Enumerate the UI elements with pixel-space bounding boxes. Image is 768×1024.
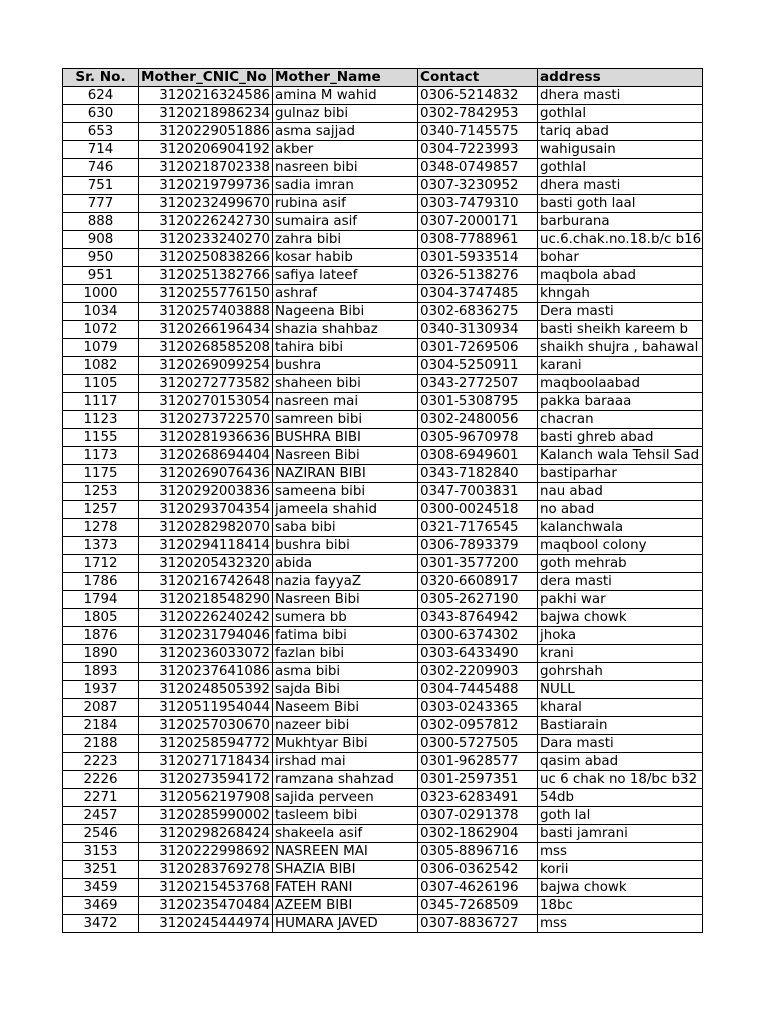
table-row [63, 87, 703, 105]
name-cell: sajda Bibi [273, 681, 418, 699]
cnic-cell: 3120232499670 [139, 195, 273, 213]
mother-records-table [62, 68, 703, 933]
table-row [63, 717, 703, 735]
cnic-cell: 3120282982070 [139, 519, 273, 537]
table-row [63, 915, 703, 933]
table-row [63, 681, 703, 699]
address-cell: krani [538, 645, 703, 663]
cnic-cell: 3120562197908 [139, 789, 273, 807]
name-cell: AZEEM BIBI [273, 897, 418, 915]
sr-no-cell: 1155 [63, 429, 139, 447]
header-address: address [538, 69, 703, 87]
contact-cell: 0323-6283491 [418, 789, 538, 807]
cnic-cell: 3120257403888 [139, 303, 273, 321]
address-cell: maqbola abad [538, 267, 703, 285]
contact-cell: 0343-2772507 [418, 375, 538, 393]
name-cell: samreen bibi [273, 411, 418, 429]
cnic-cell: 3120205432320 [139, 555, 273, 573]
table-row [63, 861, 703, 879]
contact-cell: 0347-7003831 [418, 483, 538, 501]
address-cell: wahigusain [538, 141, 703, 159]
contact-cell: 0308-6949601 [418, 447, 538, 465]
table-row [63, 573, 703, 591]
table-row [63, 321, 703, 339]
contact-cell: 0307-4626196 [418, 879, 538, 897]
address-cell: bajwa chowk [538, 879, 703, 897]
name-cell: fatima bibi [273, 627, 418, 645]
contact-cell: 0306-5214832 [418, 87, 538, 105]
address-cell: basti jamrani [538, 825, 703, 843]
cnic-cell: 3120273594172 [139, 771, 273, 789]
sr-no-cell: 2457 [63, 807, 139, 825]
name-cell: fazlan bibi [273, 645, 418, 663]
cnic-cell: 3120237641086 [139, 663, 273, 681]
table-row [63, 735, 703, 753]
contact-cell: 0305-8896716 [418, 843, 538, 861]
contact-cell: 0302-1862904 [418, 825, 538, 843]
name-cell: HUMARA JAVED [273, 915, 418, 933]
sr-no-cell: 951 [63, 267, 139, 285]
name-cell: sumera bb [273, 609, 418, 627]
table-row [63, 177, 703, 195]
contact-cell: 0307-2000171 [418, 213, 538, 231]
name-cell: nazia fayyaZ [273, 573, 418, 591]
sr-no-cell: 2226 [63, 771, 139, 789]
sr-no-cell: 1876 [63, 627, 139, 645]
name-cell: ramzana shahzad [273, 771, 418, 789]
sr-no-cell: 1072 [63, 321, 139, 339]
cnic-cell: 3120250838266 [139, 249, 273, 267]
contact-cell: 0307-8836727 [418, 915, 538, 933]
name-cell: rubina asif [273, 195, 418, 213]
address-cell: Kalanch wala Tehsil Sad [538, 447, 703, 465]
table-row [63, 753, 703, 771]
name-cell: abida [273, 555, 418, 573]
cnic-cell: 3120268585208 [139, 339, 273, 357]
name-cell: bushra bibi [273, 537, 418, 555]
address-cell: Dara masti [538, 735, 703, 753]
sr-no-cell: 1123 [63, 411, 139, 429]
table-row [63, 141, 703, 159]
cnic-cell: 3120218548290 [139, 591, 273, 609]
name-cell: Naseem Bibi [273, 699, 418, 717]
header-contact: Contact [418, 69, 538, 87]
address-cell: basti goth laal [538, 195, 703, 213]
address-cell: maqboolaabad [538, 375, 703, 393]
address-cell: kalanchwala [538, 519, 703, 537]
contact-cell: 0306-0362542 [418, 861, 538, 879]
contact-cell: 0306-7893379 [418, 537, 538, 555]
sr-no-cell: 1117 [63, 393, 139, 411]
address-cell: basti sheikh kareem b [538, 321, 703, 339]
cnic-cell: 3120269099254 [139, 357, 273, 375]
cnic-cell: 3120268694404 [139, 447, 273, 465]
sr-no-cell: 1786 [63, 573, 139, 591]
sr-no-cell: 1373 [63, 537, 139, 555]
cnic-cell: 3120270153054 [139, 393, 273, 411]
sr-no-cell: 1890 [63, 645, 139, 663]
header-mother-name: Mother_Name [273, 69, 418, 87]
sr-no-cell: 653 [63, 123, 139, 141]
address-cell: chacran [538, 411, 703, 429]
cnic-cell: 3120235470484 [139, 897, 273, 915]
header-mother-cnic: Mother_CNIC_No [139, 69, 273, 87]
sr-no-cell: 1034 [63, 303, 139, 321]
cnic-cell: 3120283769278 [139, 861, 273, 879]
cnic-cell: 3120236033072 [139, 645, 273, 663]
sr-no-cell: 2087 [63, 699, 139, 717]
table-row [63, 267, 703, 285]
cnic-cell: 3120294118414 [139, 537, 273, 555]
sr-no-cell: 1000 [63, 285, 139, 303]
table-row [63, 249, 703, 267]
address-cell: jhoka [538, 627, 703, 645]
name-cell: FATEH RANI [273, 879, 418, 897]
address-cell: dhera masti [538, 87, 703, 105]
address-cell: pakka baraaa [538, 393, 703, 411]
name-cell: asma sajjad [273, 123, 418, 141]
table-row [63, 897, 703, 915]
name-cell: tasleem bibi [273, 807, 418, 825]
contact-cell: 0321-7176545 [418, 519, 538, 537]
name-cell: SHAZIA BIBI [273, 861, 418, 879]
address-cell: shaikh shujra , bahawal [538, 339, 703, 357]
cnic-cell: 3120271718434 [139, 753, 273, 771]
name-cell: bushra [273, 357, 418, 375]
contact-cell: 0326-5138276 [418, 267, 538, 285]
address-cell: no abad [538, 501, 703, 519]
name-cell: Nasreen Bibi [273, 447, 418, 465]
name-cell: asma bibi [273, 663, 418, 681]
contact-cell: 0340-7145575 [418, 123, 538, 141]
cnic-cell: 3120216742648 [139, 573, 273, 591]
sr-no-cell: 1257 [63, 501, 139, 519]
cnic-cell: 3120233240270 [139, 231, 273, 249]
address-cell: bastiparhar [538, 465, 703, 483]
table-body [63, 87, 703, 933]
name-cell: sadia imran [273, 177, 418, 195]
cnic-cell: 3120226240242 [139, 609, 273, 627]
cnic-cell: 3120215453768 [139, 879, 273, 897]
contact-cell: 0301-5933514 [418, 249, 538, 267]
table-row [63, 465, 703, 483]
cnic-cell: 3120216324586 [139, 87, 273, 105]
address-cell: goth mehrab [538, 555, 703, 573]
name-cell: NASREEN MAI [273, 843, 418, 861]
sr-no-cell: 3153 [63, 843, 139, 861]
sr-no-cell: 3469 [63, 897, 139, 915]
table-row [63, 609, 703, 627]
sr-no-cell: 2223 [63, 753, 139, 771]
contact-cell: 0303-7479310 [418, 195, 538, 213]
address-cell: dera masti [538, 573, 703, 591]
table-row [63, 429, 703, 447]
contact-cell: 0304-7223993 [418, 141, 538, 159]
address-cell: bajwa chowk [538, 609, 703, 627]
table-row [63, 663, 703, 681]
cnic-cell: 3120206904192 [139, 141, 273, 159]
name-cell: BUSHRA BIBI [273, 429, 418, 447]
name-cell: tahira bibi [273, 339, 418, 357]
sr-no-cell: 630 [63, 105, 139, 123]
sr-no-cell: 1105 [63, 375, 139, 393]
name-cell: ashraf [273, 285, 418, 303]
cnic-cell: 3120511954044 [139, 699, 273, 717]
cnic-cell: 3120255776150 [139, 285, 273, 303]
name-cell: shazia shahbaz [273, 321, 418, 339]
cnic-cell: 3120258594772 [139, 735, 273, 753]
table-row [63, 339, 703, 357]
table-row [63, 231, 703, 249]
name-cell: Mukhtyar Bibi [273, 735, 418, 753]
address-cell: basti ghreb abad [538, 429, 703, 447]
contact-cell: 0343-7182840 [418, 465, 538, 483]
address-cell: qasim abad [538, 753, 703, 771]
table-row [63, 105, 703, 123]
sr-no-cell: 1712 [63, 555, 139, 573]
address-cell: mss [538, 843, 703, 861]
name-cell: saba bibi [273, 519, 418, 537]
address-cell: gothlal [538, 159, 703, 177]
table-row [63, 555, 703, 573]
address-cell: karani [538, 357, 703, 375]
cnic-cell: 3120231794046 [139, 627, 273, 645]
table-row [63, 447, 703, 465]
cnic-cell: 3120281936636 [139, 429, 273, 447]
address-cell: NULL [538, 681, 703, 699]
name-cell: akber [273, 141, 418, 159]
table-row [63, 501, 703, 519]
cnic-cell: 3120292003836 [139, 483, 273, 501]
sr-no-cell: 751 [63, 177, 139, 195]
name-cell: Nasreen Bibi [273, 591, 418, 609]
address-cell: korii [538, 861, 703, 879]
sr-no-cell: 1173 [63, 447, 139, 465]
address-cell: 18bc [538, 897, 703, 915]
address-cell: gothlal [538, 105, 703, 123]
address-cell: dhera masti [538, 177, 703, 195]
address-cell: barburana [538, 213, 703, 231]
table-row [63, 825, 703, 843]
contact-cell: 0303-0243365 [418, 699, 538, 717]
contact-cell: 0304-3747485 [418, 285, 538, 303]
name-cell: zahra bibi [273, 231, 418, 249]
sr-no-cell: 1805 [63, 609, 139, 627]
name-cell: shakeela asif [273, 825, 418, 843]
sr-no-cell: 1253 [63, 483, 139, 501]
contact-cell: 0343-8764942 [418, 609, 538, 627]
contact-cell: 0301-5308795 [418, 393, 538, 411]
sr-no-cell: 888 [63, 213, 139, 231]
name-cell: safiya lateef [273, 267, 418, 285]
cnic-cell: 3120293704354 [139, 501, 273, 519]
sr-no-cell: 1937 [63, 681, 139, 699]
cnic-cell: 3120248505392 [139, 681, 273, 699]
address-cell: nau abad [538, 483, 703, 501]
name-cell: nasreen bibi [273, 159, 418, 177]
name-cell: nazeer bibi [273, 717, 418, 735]
table-row [63, 357, 703, 375]
contact-cell: 0300-0024518 [418, 501, 538, 519]
sr-no-cell: 1079 [63, 339, 139, 357]
cnic-cell: 3120285990002 [139, 807, 273, 825]
contact-cell: 0348-0749857 [418, 159, 538, 177]
cnic-cell: 3120266196434 [139, 321, 273, 339]
table-row [63, 303, 703, 321]
table-row [63, 843, 703, 861]
sr-no-cell: 3472 [63, 915, 139, 933]
name-cell: Nageena Bibi [273, 303, 418, 321]
contact-cell: 0300-6374302 [418, 627, 538, 645]
contact-cell: 0301-2597351 [418, 771, 538, 789]
sr-no-cell: 3459 [63, 879, 139, 897]
table-row [63, 591, 703, 609]
sr-no-cell: 1175 [63, 465, 139, 483]
cnic-cell: 3120298268424 [139, 825, 273, 843]
contact-cell: 0302-2209903 [418, 663, 538, 681]
contact-cell: 0301-7269506 [418, 339, 538, 357]
contact-cell: 0305-2627190 [418, 591, 538, 609]
sr-no-cell: 950 [63, 249, 139, 267]
sr-no-cell: 1893 [63, 663, 139, 681]
contact-cell: 0302-0957812 [418, 717, 538, 735]
address-cell: Dera masti [538, 303, 703, 321]
cnic-cell: 3120257030670 [139, 717, 273, 735]
contact-cell: 0307-3230952 [418, 177, 538, 195]
contact-cell: 0307-0291378 [418, 807, 538, 825]
table-row [63, 627, 703, 645]
contact-cell: 0340-3130934 [418, 321, 538, 339]
cnic-cell: 3120273722570 [139, 411, 273, 429]
cnic-cell: 3120272773582 [139, 375, 273, 393]
sr-no-cell: 1794 [63, 591, 139, 609]
contact-cell: 0301-9628577 [418, 753, 538, 771]
table-row [63, 645, 703, 663]
cnic-cell: 3120226242730 [139, 213, 273, 231]
name-cell: amina M wahid [273, 87, 418, 105]
sr-no-cell: 1082 [63, 357, 139, 375]
cnic-cell: 3120229051886 [139, 123, 273, 141]
contact-cell: 0320-6608917 [418, 573, 538, 591]
table-row [63, 213, 703, 231]
sr-no-cell: 1278 [63, 519, 139, 537]
sr-no-cell: 624 [63, 87, 139, 105]
cnic-cell: 3120269076436 [139, 465, 273, 483]
sr-no-cell: 3251 [63, 861, 139, 879]
name-cell: gulnaz bibi [273, 105, 418, 123]
table-row [63, 411, 703, 429]
table-row [63, 879, 703, 897]
table-row [63, 159, 703, 177]
sr-no-cell: 2271 [63, 789, 139, 807]
name-cell: irshad mai [273, 753, 418, 771]
name-cell: NAZIRAN BIBI [273, 465, 418, 483]
address-cell: 54db [538, 789, 703, 807]
table-row [63, 789, 703, 807]
name-cell: nasreen mai [273, 393, 418, 411]
cnic-cell: 3120218986234 [139, 105, 273, 123]
table-row [63, 771, 703, 789]
sr-no-cell: 2184 [63, 717, 139, 735]
contact-cell: 0304-7445488 [418, 681, 538, 699]
address-cell: maqbool colony [538, 537, 703, 555]
cnic-cell: 3120218702338 [139, 159, 273, 177]
address-cell: goth lal [538, 807, 703, 825]
cnic-cell: 3120251382766 [139, 267, 273, 285]
table-row [63, 375, 703, 393]
name-cell: kosar habib [273, 249, 418, 267]
address-cell: uc 6 chak no 18/bc b32 [538, 771, 703, 789]
header-row [63, 69, 703, 87]
sr-no-cell: 2546 [63, 825, 139, 843]
contact-cell: 0300-5727505 [418, 735, 538, 753]
contact-cell: 0301-3577200 [418, 555, 538, 573]
name-cell: sajida perveen [273, 789, 418, 807]
contact-cell: 0302-7842953 [418, 105, 538, 123]
cnic-cell: 3120245444974 [139, 915, 273, 933]
cnic-cell: 3120222998692 [139, 843, 273, 861]
table-row [63, 807, 703, 825]
cnic-cell: 3120219799736 [139, 177, 273, 195]
name-cell: jameela shahid [273, 501, 418, 519]
table-row [63, 519, 703, 537]
contact-cell: 0304-5250911 [418, 357, 538, 375]
contact-cell: 0308-7788961 [418, 231, 538, 249]
address-cell: gohrshah [538, 663, 703, 681]
name-cell: shaheen bibi [273, 375, 418, 393]
name-cell: sameena bibi [273, 483, 418, 501]
address-cell: Bastiarain [538, 717, 703, 735]
sr-no-cell: 2188 [63, 735, 139, 753]
name-cell: sumaira asif [273, 213, 418, 231]
sr-no-cell: 746 [63, 159, 139, 177]
table-row [63, 285, 703, 303]
table-row [63, 195, 703, 213]
address-cell: mss [538, 915, 703, 933]
table-row [63, 123, 703, 141]
sr-no-cell: 714 [63, 141, 139, 159]
address-cell: tariq abad [538, 123, 703, 141]
table-row [63, 483, 703, 501]
contact-cell: 0303-6433490 [418, 645, 538, 663]
table-row [63, 537, 703, 555]
address-cell: kharal [538, 699, 703, 717]
address-cell: bohar [538, 249, 703, 267]
table-row [63, 393, 703, 411]
contact-cell: 0345-7268509 [418, 897, 538, 915]
contact-cell: 0302-6836275 [418, 303, 538, 321]
address-cell: khngah [538, 285, 703, 303]
address-cell: pakhi war [538, 591, 703, 609]
header-sr-no: Sr. No. [63, 69, 139, 87]
sr-no-cell: 777 [63, 195, 139, 213]
table-row [63, 699, 703, 717]
sr-no-cell: 908 [63, 231, 139, 249]
address-cell: uc.6.chak.no.18.b/c b16 [538, 231, 703, 249]
contact-cell: 0305-9670978 [418, 429, 538, 447]
contact-cell: 0302-2480056 [418, 411, 538, 429]
